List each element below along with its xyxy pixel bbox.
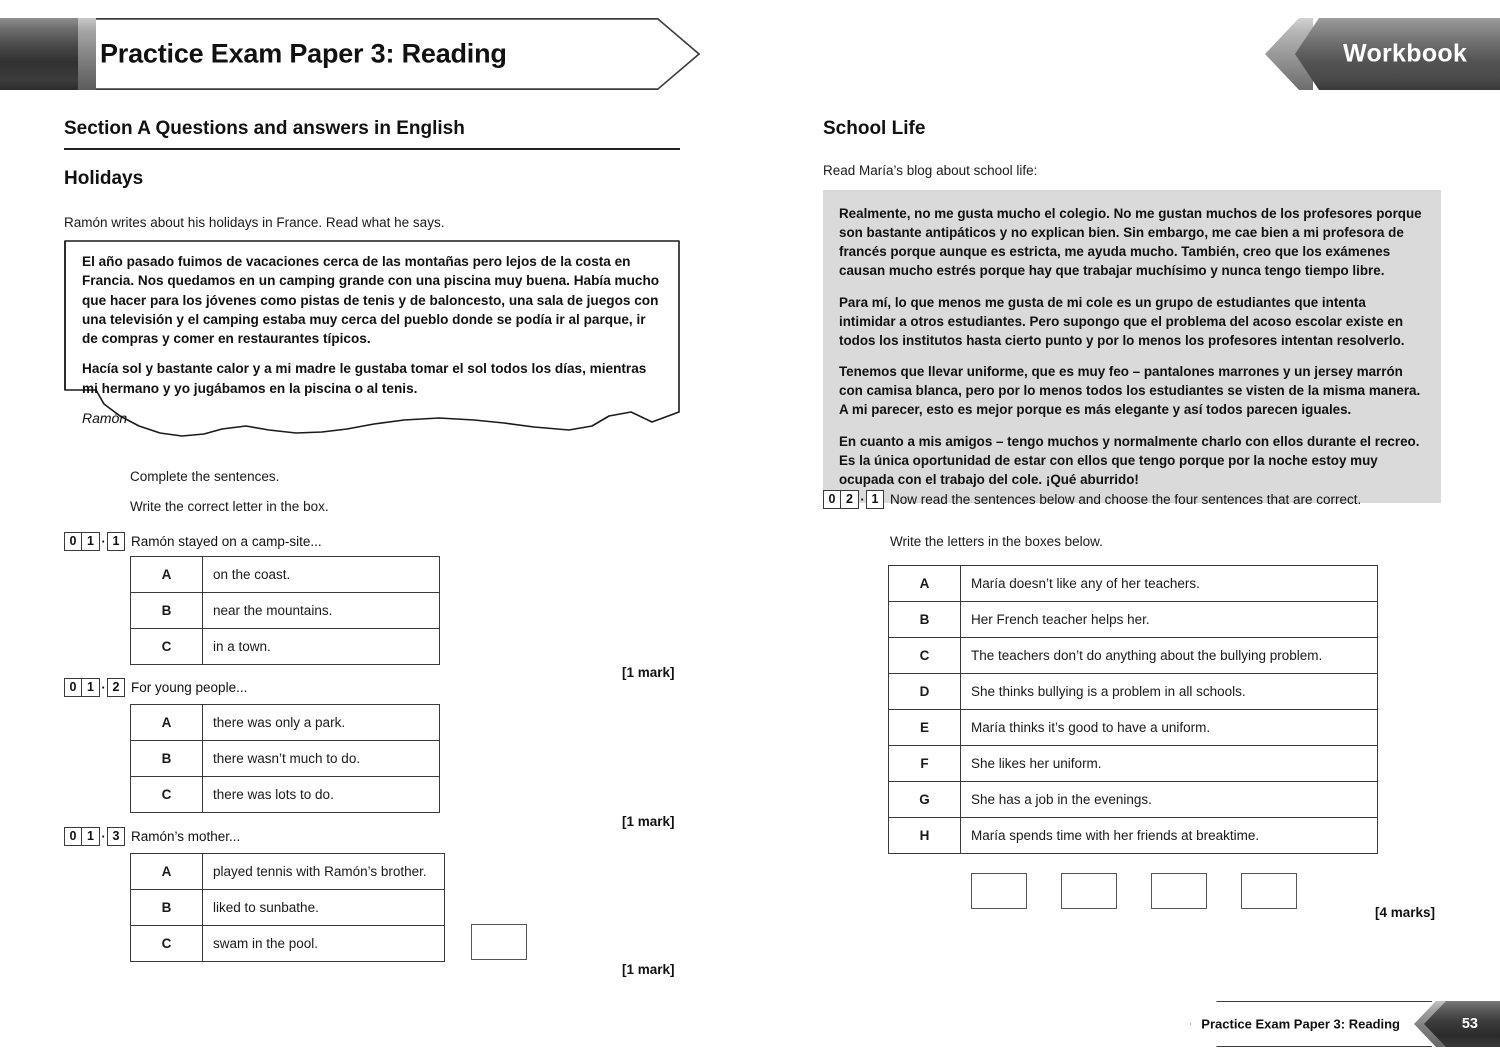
option-letter: C — [131, 629, 203, 665]
workbook-banner — [1265, 18, 1500, 90]
footer-right — [1190, 1001, 1500, 1047]
statement-text: She has a job in the evenings. — [961, 782, 1378, 818]
statement-text: María thinks it’s good to have a uniform. — [961, 710, 1378, 746]
workbook-badge-label: Workbook — [1343, 39, 1468, 68]
table-row[interactable] — [131, 705, 440, 741]
option-text: there was lots to do. — [203, 777, 440, 813]
qnum-dot: · — [101, 534, 106, 549]
option-text: there wasn’t much to do. — [203, 741, 440, 777]
option-letter: A — [131, 557, 203, 593]
qnum-dot: · — [101, 680, 106, 695]
option-text: near the mountains. — [203, 593, 440, 629]
title-banner — [0, 18, 700, 90]
statements-table-02-1 — [888, 565, 1378, 854]
answer-box-4[interactable] — [1241, 873, 1297, 909]
instruction-write-letters: Write the letters in the boxes below. — [890, 534, 1103, 549]
statement-letter: A — [889, 566, 961, 602]
statement-letter: G — [889, 782, 961, 818]
qnum-digit: 0 — [823, 490, 841, 509]
option-letter: C — [131, 926, 203, 962]
answer-box-3[interactable] — [1151, 873, 1207, 909]
table-row[interactable] — [131, 629, 440, 665]
answer-box-1[interactable] — [971, 873, 1027, 909]
question-stem-02-1: Now read the sentences below and choose the four sentences that are correct. — [890, 492, 1362, 507]
table-row[interactable] — [889, 746, 1378, 782]
table-row[interactable] — [889, 602, 1378, 638]
school-life-intro: Read María’s blog about school life: — [823, 163, 1038, 178]
marks-01-1: [1 mark] — [622, 665, 675, 680]
option-letter: B — [131, 890, 203, 926]
instruction-complete-sentences: Complete the sentences. — [130, 469, 280, 484]
statement-letter: D — [889, 674, 961, 710]
statement-text: She likes her uniform. — [961, 746, 1378, 782]
section-divider — [64, 148, 680, 150]
table-row[interactable] — [131, 926, 445, 962]
option-text: swam in the pool. — [203, 926, 445, 962]
marks-01-3: [1 mark] — [622, 962, 675, 977]
options-table-01-3 — [130, 853, 445, 962]
option-text: in a town. — [203, 629, 440, 665]
statement-letter: C — [889, 638, 961, 674]
holidays-intro: Ramón writes about his holidays in France. Read what he says. — [64, 215, 445, 230]
table-row[interactable] — [131, 890, 445, 926]
qnum-digit: 2 — [841, 490, 859, 509]
qnum-sub-digit: 3 — [107, 827, 125, 846]
statement-text: The teachers don’t do anything about the bullying problem. — [961, 638, 1378, 674]
ramon-stimulus-box — [64, 240, 680, 445]
page-title: Practice Exam Paper 3: Reading — [100, 38, 507, 69]
table-row[interactable] — [889, 710, 1378, 746]
maria-paragraph-4: En cuanto a mis amigos – tengo muchos y normalmente charlo con ellos durante el recreo. Es la única oportunidad de estar con ellos que tengo porque por la noche estoy muy ocupada con el trabajo del cole. ¡Qué aburrido! — [839, 433, 1420, 487]
table-row[interactable] — [131, 593, 440, 629]
school-life-heading: School Life — [823, 118, 926, 139]
statement-letter: F — [889, 746, 961, 782]
table-row[interactable] — [889, 818, 1378, 854]
page-header — [0, 0, 1500, 100]
maria-paragraph-3: Tenemos que llevar uniforme, que es muy feo – pantalones marrones y un jersey marrón con camisa blanca, pero por lo menos todos los estudiantes se visten de la misma manera. A mi parecer, esto es mejor porque es más elegante y así todos parecen iguales. — [839, 364, 1421, 418]
option-letter: A — [131, 705, 203, 741]
question-stem-01-3: Ramón’s mother... — [131, 829, 241, 844]
option-text: liked to sunbathe. — [203, 890, 445, 926]
table-row[interactable] — [889, 638, 1378, 674]
footer-label-right: Practice Exam Paper 3: Reading — [1201, 1016, 1400, 1032]
options-table-01-2 — [130, 704, 440, 813]
qnum-dot: · — [860, 492, 865, 507]
statement-text: She thinks bullying is a problem in all schools. — [961, 674, 1378, 710]
question-number-01-3 — [64, 827, 240, 846]
qnum-digit: 1 — [82, 678, 100, 697]
holidays-heading: Holidays — [64, 168, 144, 189]
question-number-01-1 — [64, 532, 322, 551]
section-a-heading: Section A Questions and answers in English — [64, 118, 465, 139]
table-row[interactable] — [131, 557, 440, 593]
qnum-digit: 0 — [64, 827, 82, 846]
table-row[interactable] — [131, 854, 445, 890]
answer-box-01-3[interactable] — [471, 924, 527, 960]
statement-letter: H — [889, 818, 961, 854]
qnum-dot: · — [101, 829, 106, 844]
option-text: there was only a park. — [203, 705, 440, 741]
page-number-right: 53 — [1461, 1016, 1478, 1032]
option-letter: B — [131, 741, 203, 777]
ramon-paragraph-1: El año pasado fuimos de vacaciones cerca de las montañas pero lejos de la costa en Francia. Nos quedamos en un camping grande con una piscina muy buena. Había mucho que hacer para los jóvenes como pistas de tenis y de baloncesto, una sala de juegos con una televisión y el camping estaba muy cerca del pueblo donde se podía ir al parque, ir de compras y comer en restaurantes típicos. — [82, 254, 660, 347]
question-stem-01-1: Ramón stayed on a camp-site... — [131, 534, 322, 549]
ramon-stimulus-text — [82, 252, 662, 429]
qnum-digit: 1 — [82, 827, 100, 846]
question-number-01-2 — [64, 678, 247, 697]
qnum-digit: 0 — [64, 678, 82, 697]
qnum-digit: 1 — [82, 532, 100, 551]
option-text: played tennis with Ramón’s brother. — [203, 854, 445, 890]
maria-blog-box — [823, 190, 1441, 503]
maria-paragraph-2: Para mí, lo que menos me gusta de mi cole es un grupo de estudiantes que intenta intimidar a otros estudiantes. Pero supongo que el problema del acoso escolar existe en todos los institutos hasta cierto punto y por lo menos los profesores intentan resolverlo. — [839, 294, 1405, 348]
statement-letter: E — [889, 710, 961, 746]
answer-box-2[interactable] — [1061, 873, 1117, 909]
table-row[interactable] — [131, 741, 440, 777]
option-letter: A — [131, 854, 203, 890]
ramon-paragraph-2: Hacía sol y bastante calor y a mi madre le gustaba tomar el sol todos los días, mientras mi hermano y yo jugábamos en la piscina o al tenis. — [82, 361, 647, 396]
ramon-signature: Ramón — [82, 410, 128, 427]
statement-letter: B — [889, 602, 961, 638]
option-text: on the coast. — [203, 557, 440, 593]
option-letter: B — [131, 593, 203, 629]
question-number-02-1 — [823, 490, 1361, 509]
maria-paragraph-1: Realmente, no me gusta mucho el colegio. No me gustan muchos de los profesores porque son bastante antipáticos y no explican bien. Sin embargo, me cae bien a mi profesora de francés porque aunque es estricta, me ayuda mucho. También, creo que los exámenes causan mucho estrés porque hay que trabajar muchísimo y nunca tengo tiempo libre. — [839, 206, 1422, 279]
qnum-sub-digit: 1 — [866, 490, 884, 509]
option-letter: C — [131, 777, 203, 813]
table-row[interactable] — [131, 777, 440, 813]
qnum-sub-digit: 2 — [107, 678, 125, 697]
table-row[interactable] — [889, 782, 1378, 818]
statement-text: María spends time with her friends at breaktime. — [961, 818, 1378, 854]
table-row[interactable] — [889, 674, 1378, 710]
qnum-sub-digit: 1 — [107, 532, 125, 551]
question-stem-01-2: For young people... — [131, 680, 248, 695]
options-table-01-1 — [130, 556, 440, 665]
marks-01-2: [1 mark] — [622, 814, 675, 829]
statement-text: Her French teacher helps her. — [961, 602, 1378, 638]
qnum-digit: 0 — [64, 532, 82, 551]
instruction-write-letter: Write the correct letter in the box. — [130, 499, 329, 514]
statement-text: María doesn’t like any of her teachers. — [961, 566, 1378, 602]
marks-02-1: [4 marks] — [1375, 905, 1436, 920]
table-row[interactable] — [889, 566, 1378, 602]
